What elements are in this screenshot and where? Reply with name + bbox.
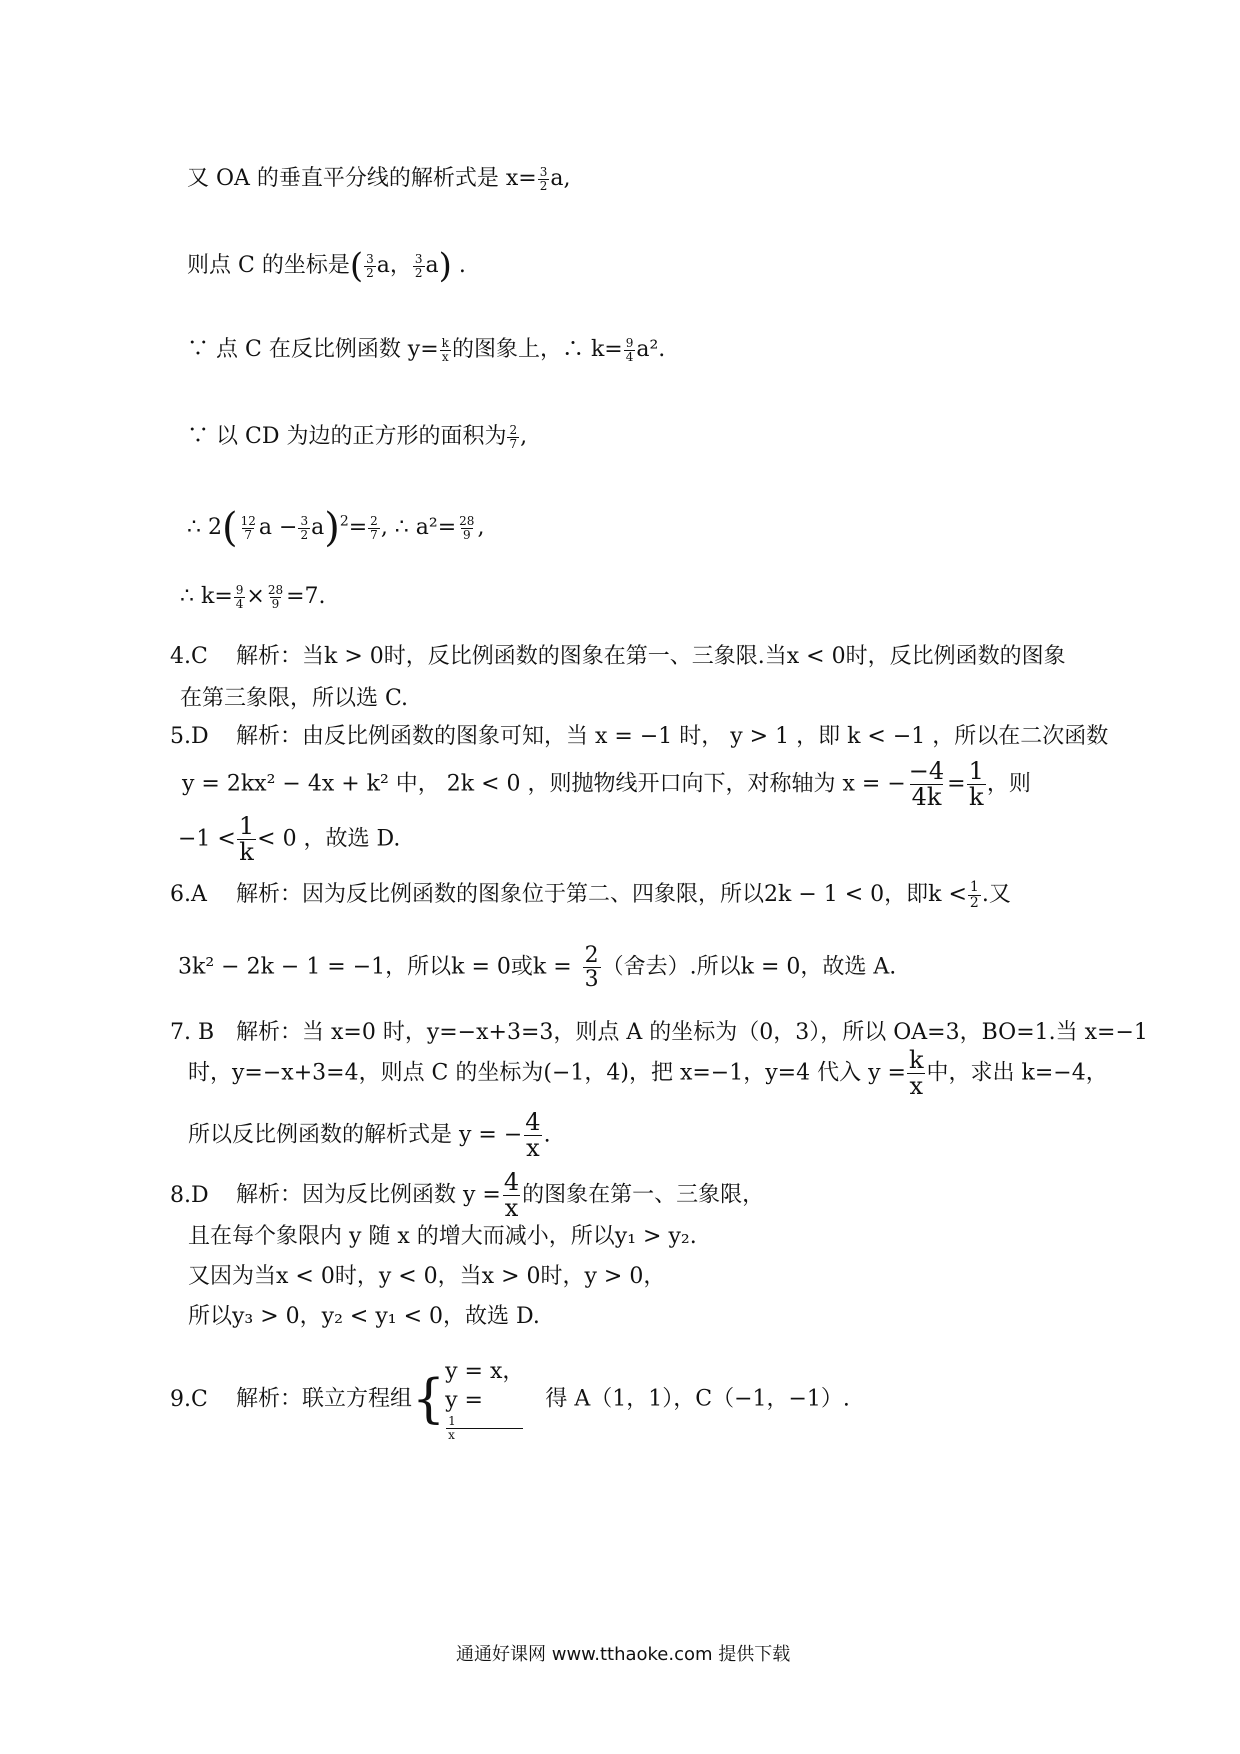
text: 解析：联立方程组	[236, 1386, 413, 1412]
answer-number: 5.D	[170, 724, 209, 749]
denominator: k	[239, 838, 254, 867]
fraction	[907, 1048, 926, 1099]
numerator: 1	[238, 812, 255, 840]
fraction	[364, 253, 376, 279]
denominator: 9	[271, 596, 280, 611]
solution-line-5	[187, 505, 485, 551]
denominator: 7	[370, 527, 378, 542]
fraction	[237, 814, 256, 865]
answer-number: 7. B	[170, 1020, 215, 1045]
answer-5-line-3	[178, 814, 400, 865]
numerator: 3	[414, 251, 423, 266]
text: ∵ 点 C 在反比例函数 y=	[187, 337, 439, 363]
text: y =	[445, 1387, 483, 1413]
solution-line-2	[187, 246, 466, 286]
text: ，则	[986, 771, 1031, 797]
fraction	[502, 1170, 521, 1221]
text: 得 A（1，1），C（−1，−1）.	[545, 1386, 850, 1412]
denominator: 2	[300, 527, 309, 542]
numerator: 2	[509, 423, 518, 437]
denominator: 4	[625, 349, 634, 364]
numerator: 1	[448, 1414, 456, 1429]
fraction	[298, 515, 310, 541]
fraction	[523, 1110, 542, 1161]
text: a −	[258, 515, 298, 540]
text: ,	[520, 424, 528, 450]
text: a，	[376, 253, 412, 278]
fraction	[368, 515, 380, 541]
text: 的图象在第一、三象限，	[522, 1182, 765, 1208]
close-paren: )	[324, 505, 340, 551]
text: （舍去）.所以k = 0，故选 A.	[601, 954, 897, 980]
equation-2	[445, 1387, 524, 1442]
text: .又	[981, 882, 1011, 908]
denominator: x	[526, 1134, 540, 1163]
equation-system	[445, 1358, 524, 1441]
fraction	[967, 759, 986, 810]
text: 解析：因为反比例函数 y =	[236, 1182, 501, 1208]
text: 在第三象限，所以选 C.	[180, 686, 409, 711]
denominator: 3	[584, 967, 599, 993]
text: 又 OA 的垂直平分线的解析式是 x=	[187, 166, 537, 192]
numerator: −4	[908, 757, 945, 785]
text: −1 <	[178, 826, 236, 852]
fraction	[239, 515, 258, 541]
answer-5-line-2	[182, 759, 1031, 810]
numerator: 12	[240, 513, 256, 528]
fraction	[538, 166, 550, 192]
answer-4-line-2	[180, 688, 408, 710]
text: 则点 C 的坐标是	[187, 253, 350, 278]
numerator: 2	[584, 943, 599, 968]
numerator: 3	[300, 513, 309, 528]
text: , ∴ a²=	[380, 515, 457, 540]
denominator: 4	[235, 596, 244, 611]
left-brace: {	[412, 1369, 446, 1430]
answer-5-line-1	[170, 726, 1108, 748]
denominator: x	[504, 1194, 519, 1223]
answer-8-line-2	[188, 1226, 697, 1248]
text: ∴ k=	[180, 584, 233, 610]
text: 3k² − 2k − 1 = −1，所以k = 0或k =	[178, 954, 572, 980]
fraction	[457, 515, 476, 541]
answer-7-line-3	[188, 1110, 551, 1161]
fraction	[907, 759, 946, 810]
denominator: 2	[414, 265, 423, 280]
numerator: 1	[968, 757, 984, 785]
answer-6-line-2	[178, 944, 896, 991]
answer-6-line-1	[170, 880, 1011, 910]
fraction	[234, 584, 246, 610]
denominator: 4k	[911, 783, 942, 812]
answer-8-line-1	[170, 1170, 764, 1221]
text: 中，求出 k=−4，	[926, 1060, 1108, 1086]
fraction	[624, 337, 636, 363]
text: 且在每个象限内 y 随 x 的增大而减小，所以y₁ > y₂.	[188, 1224, 697, 1249]
numerator: 28	[267, 583, 284, 597]
denominator: 7	[244, 527, 253, 542]
denominator: x	[446, 1428, 523, 1442]
text: .	[543, 1122, 551, 1148]
text: ∴ 2	[187, 515, 222, 540]
numerator: 28	[459, 513, 475, 528]
solution-line-1	[187, 166, 571, 192]
denominator: k	[968, 783, 984, 812]
text: < 0 ，故选 D.	[257, 826, 401, 852]
fraction	[440, 337, 451, 363]
numerator: 2	[370, 513, 378, 528]
answer-number: 4.C	[170, 644, 208, 669]
numerator: 4	[525, 1108, 541, 1136]
denominator: 2	[539, 178, 548, 193]
answer-number: 9.C	[170, 1386, 208, 1412]
exponent: 2	[339, 513, 349, 530]
text: =	[348, 515, 368, 540]
text: 的图象上，∴ k=	[451, 337, 623, 363]
numerator: k	[441, 336, 449, 350]
answer-8-line-3	[188, 1266, 665, 1288]
open-paren: (	[349, 246, 364, 286]
numerator: 9	[625, 336, 634, 350]
text: ,	[477, 515, 485, 540]
numerator: 3	[539, 165, 548, 179]
open-paren: (	[222, 505, 238, 551]
numerator: 3	[366, 251, 374, 266]
numerator: 9	[235, 583, 244, 597]
text: =	[947, 771, 966, 797]
text: 解析：由反比例函数的图象可知，当 x = −1 时， y > 1 ，即 k < −1 ，所以在二次函数	[236, 724, 1109, 749]
answer-7-line-1	[170, 1022, 1148, 1044]
fraction	[968, 880, 981, 910]
fraction	[507, 424, 519, 450]
text: 时，y=−x+3=4，则点 C 的坐标为(−1，4)，把 x=−1，y=4 代入 y =	[188, 1060, 906, 1086]
text: a,	[550, 166, 571, 192]
solution-line-3	[187, 337, 665, 363]
fraction	[413, 253, 425, 279]
text: y = 2kx² − 4x + k² 中， 2k < 0 ，则抛物线开口向下，对称轴为 x = −	[182, 771, 906, 797]
denominator: 2	[366, 265, 374, 280]
text: a	[311, 515, 325, 540]
text: 解析：当 x=0 时，y=−x+3=3，则点 A 的坐标为（0，3），所以 OA=3，BO=1.当 x=−1	[236, 1020, 1148, 1045]
denominator: x	[909, 1072, 923, 1101]
numerator: 4	[503, 1168, 520, 1196]
text: .	[458, 253, 466, 278]
text: =7.	[286, 584, 326, 610]
text: 解析：因为反比例函数的图象位于第二、四象限，所以2k − 1 < 0，即k <	[236, 882, 967, 908]
fraction	[583, 944, 601, 991]
text: 所以y₃ > 0，y₂ < y₁ < 0，故选 D.	[188, 1304, 540, 1329]
fraction	[266, 584, 285, 610]
answer-9-line-1	[170, 1358, 850, 1441]
text: ×	[246, 584, 265, 610]
equation-1: y = x，	[445, 1359, 525, 1384]
answer-number: 8.D	[170, 1182, 209, 1208]
numerator: 1	[969, 879, 979, 895]
denominator: 7	[509, 436, 518, 451]
text: 又因为当x < 0时，y < 0，当x > 0时，y > 0，	[188, 1264, 666, 1289]
text: a².	[636, 337, 666, 363]
denominator: 9	[462, 527, 471, 542]
denominator: 2	[969, 894, 979, 911]
fraction	[446, 1415, 523, 1441]
answer-7-line-2	[188, 1048, 1108, 1099]
close-paren: )	[438, 246, 452, 286]
denominator: x	[441, 349, 449, 364]
solution-line-6	[180, 584, 326, 610]
text: 解析：当k > 0时，反比例函数的图象在第一、三象限.当x < 0时，反比例函数的图象	[236, 644, 1066, 669]
answer-8-line-4	[188, 1306, 540, 1328]
text: ∵ 以 CD 为边的正方形的面积为	[187, 424, 507, 450]
text: 所以反比例函数的解析式是 y = −	[188, 1122, 523, 1148]
numerator: k	[908, 1046, 924, 1074]
solution-line-4	[187, 424, 527, 450]
answer-4-line-1	[170, 646, 1066, 668]
page-footer: 通通好课网 www.tthaoke.com 提供下载	[456, 1644, 791, 1665]
text: a	[425, 253, 439, 278]
answer-number: 6.A	[170, 882, 207, 908]
